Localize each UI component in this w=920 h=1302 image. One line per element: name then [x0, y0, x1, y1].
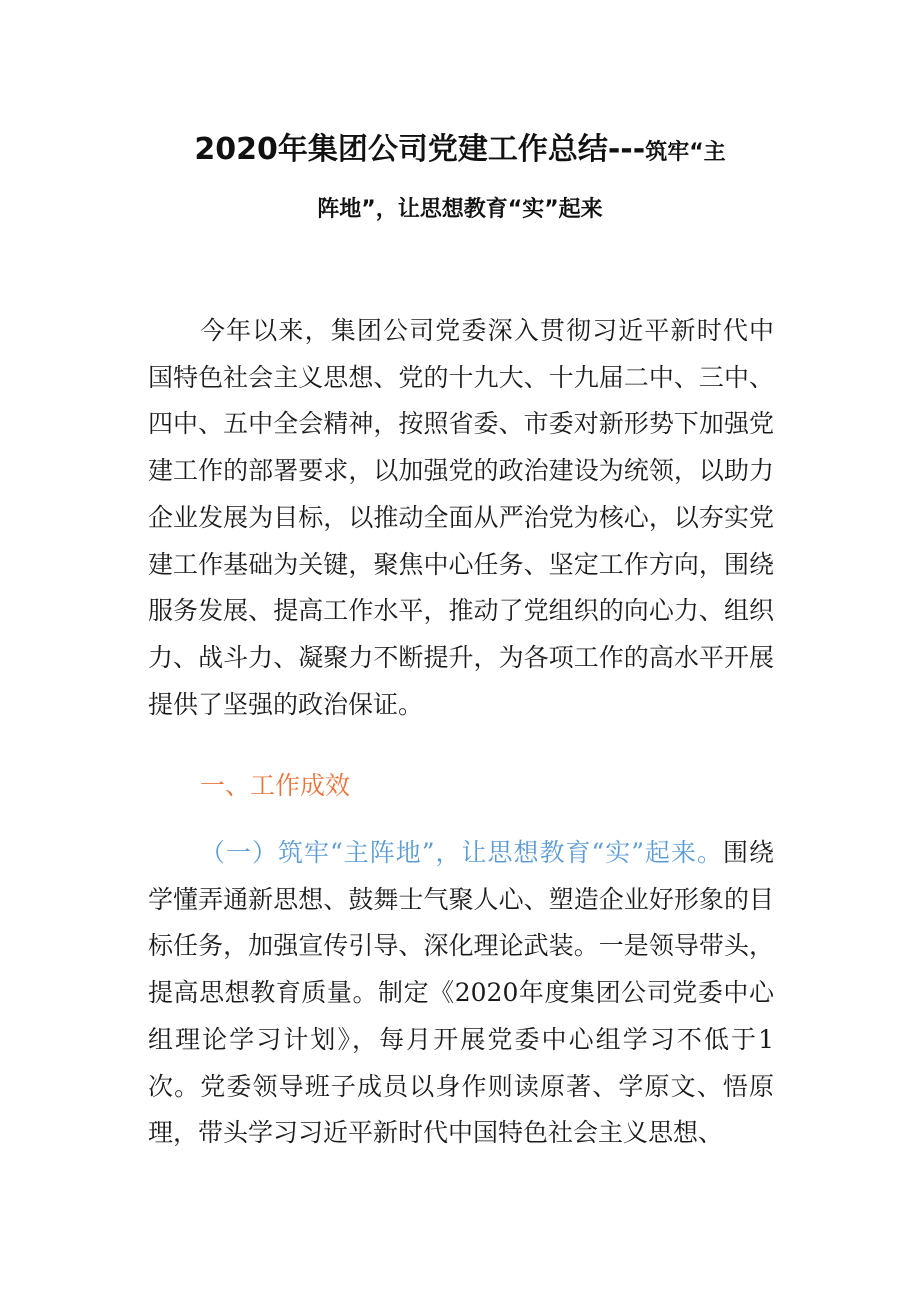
document-title-tail: 筑牢“主 — [645, 140, 726, 165]
document-title-line-1 — [60, 128, 860, 175]
section-heading-achievements: 一、工作成效 — [200, 771, 351, 800]
document-title-line-2: 阵地”，让思想教育“实”起来 — [317, 197, 603, 222]
subsection-heading: （一）筑牢“主阵地”，让思想教育“实”起来。 — [200, 838, 723, 867]
document-title-main: 2020年集团公司党建工作总结--- — [194, 132, 646, 167]
intro-paragraph: 今年以来，集团公司党委深入贯彻习近平新时代中国特色社会主义思想、党的十九大、十九届二中、三中、四中、五中全会精神，按照省委、市委对新形势下加强党建工作的部署要求，以加强党的政治建设为统领，以助力企业发展为目标，以推动全面从严治党为核心，以夯实党建工作基础为关键，聚焦中心任务、坚定工作方向，围绕服务发展、提高工作水平，推动了党组织的向心力、组织力、战斗力、凝聚力不断提升，为各项工作的高水平开展提供了坚强的政治保证。 — [148, 316, 774, 719]
subsection-paragraph — [148, 830, 774, 1157]
subsection-body: 围绕学懂弄通新思想、鼓舞士气聚人心、塑造企业好形象的目标任务，加强宣传引导、深化理论武装。一是领导带头，提高思想教育质量。制定《2020年度集团公司党委中心组理论学习计划》，每月开展党委中心组学习不低于1次。党委领导班子成员以身作则读原著、学原文、悟原理，带头学习习近平新时代中国特色社会主义思想、 — [148, 838, 774, 1148]
